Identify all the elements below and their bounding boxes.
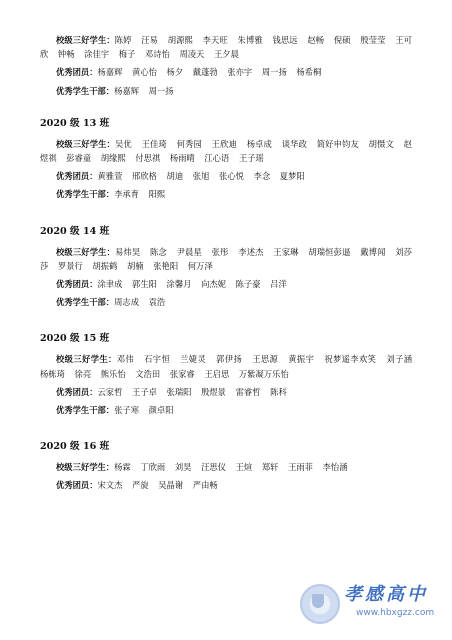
award-label: 优秀学生干部： <box>56 297 115 308</box>
award-names: 杨霖 丁欣雨 刘昊 汪思仪 王煊 郑轩 王雨菲 李怡涵 <box>114 462 348 473</box>
watermark-school-name: 孝感高中 <box>344 584 428 605</box>
award-names: 李承育 阳熙 <box>114 189 166 200</box>
award-names: 吴优 王佳琦 何秀园 王欣迪 杨卓成 谈华政 简好申钧友 胡慑文 赵煜祺 彭睿童 胡缘熙 付思祺 杨雨晴 江心语 王子瑶 <box>40 138 412 164</box>
award-names: 邓伟 石宇恒 兰婕灵 郭伊扬 王思源 黄振宇 祝梦遥李欢笑 刘子涵 杨栋琦 徐亮 熊乐怡 文浩田 张家睿 王启思 万紫凝万乐怡 <box>40 354 412 379</box>
class-heading: 2020 级 13 班 <box>40 117 110 129</box>
award-label: 优秀学生干部： <box>56 85 115 96</box>
watermark-url: www.hbxgzz.com <box>356 608 435 618</box>
award-paragraph <box>40 169 412 183</box>
award-label: 优秀团员： <box>56 279 98 290</box>
award-label: 校级三好学生： <box>56 246 115 257</box>
award-label: 优秀团员： <box>56 480 98 491</box>
award-names: 周志成 袁浩 <box>114 297 166 308</box>
award-label: 校级三好学生： <box>56 354 117 365</box>
award-label: 优秀团员： <box>56 386 98 397</box>
award-paragraph <box>40 460 412 474</box>
class-section <box>40 226 412 310</box>
award-paragraph <box>40 84 412 98</box>
award-label: 校级三好学生： <box>56 462 115 473</box>
school-seal-icon <box>300 584 340 624</box>
award-paragraph <box>40 245 412 273</box>
class-heading: 2020 级 15 班 <box>40 333 110 345</box>
award-names: 黄雅萱 邢欣格 胡迪 张旭 张心悦 李念 夏梦阳 <box>97 171 305 182</box>
award-label: 优秀团员： <box>56 67 98 78</box>
award-paragraph <box>40 137 412 165</box>
award-names: 云家哲 王子卓 张瑞阳 殷煜景 雷睿哲 陈科 <box>97 386 287 397</box>
award-paragraph <box>40 478 412 492</box>
award-names: 张子寒 颜卓阳 <box>114 405 174 416</box>
class-section <box>40 441 412 492</box>
award-paragraph <box>40 33 412 61</box>
award-paragraph <box>40 295 412 309</box>
award-paragraph <box>40 385 412 399</box>
award-label: 优秀学生干部： <box>56 189 115 200</box>
class-heading: 2020 级 14 班 <box>40 225 110 237</box>
award-label: 优秀学生干部： <box>56 405 115 416</box>
award-paragraph <box>40 403 412 417</box>
award-names: 宋文杰 严旋 吴晶谢 严由畅 <box>97 480 218 491</box>
award-label: 优秀团员： <box>56 171 98 182</box>
award-paragraph <box>40 187 412 201</box>
award-names: 陈婷 汪易 胡源熙 李天旺 朱博雅 钱思远 赵畅 倪硕 殷莹莹 王可欣 钟畅 涂佳宇 梅子 邓诗怡 周凌天 王夕晨 <box>40 35 412 60</box>
class-section <box>40 333 412 417</box>
award-label: 校级三好学生： <box>56 138 115 149</box>
award-paragraph <box>40 65 412 79</box>
award-paragraph <box>40 352 412 380</box>
award-names: 杨嘉辉 黄心怡 杨夕 戴蓬勃 张亦宇 周一扬 杨希桐 <box>97 67 322 78</box>
school-watermark <box>298 574 448 630</box>
award-label: 校级三好学生： <box>56 35 115 45</box>
class-section <box>40 33 412 98</box>
award-names: 杨嘉辉 周一扬 <box>114 85 174 96</box>
award-paragraph <box>40 277 412 291</box>
award-names: 涂聿成 郭生阳 涂馨月 向杰妮 陈子豪 吕洋 <box>97 279 287 290</box>
document-body <box>40 33 412 517</box>
class-section <box>40 118 412 202</box>
class-heading: 2020 级 16 班 <box>40 441 110 453</box>
award-names: 易炜昊 陈念 尹晨星 张彤 李述杰 王家琳 胡瑞恒彭逼 戴博闻 刘莎莎 罗景行 胡振鹤 胡楠 张艳阳 何万泽 <box>40 246 412 271</box>
